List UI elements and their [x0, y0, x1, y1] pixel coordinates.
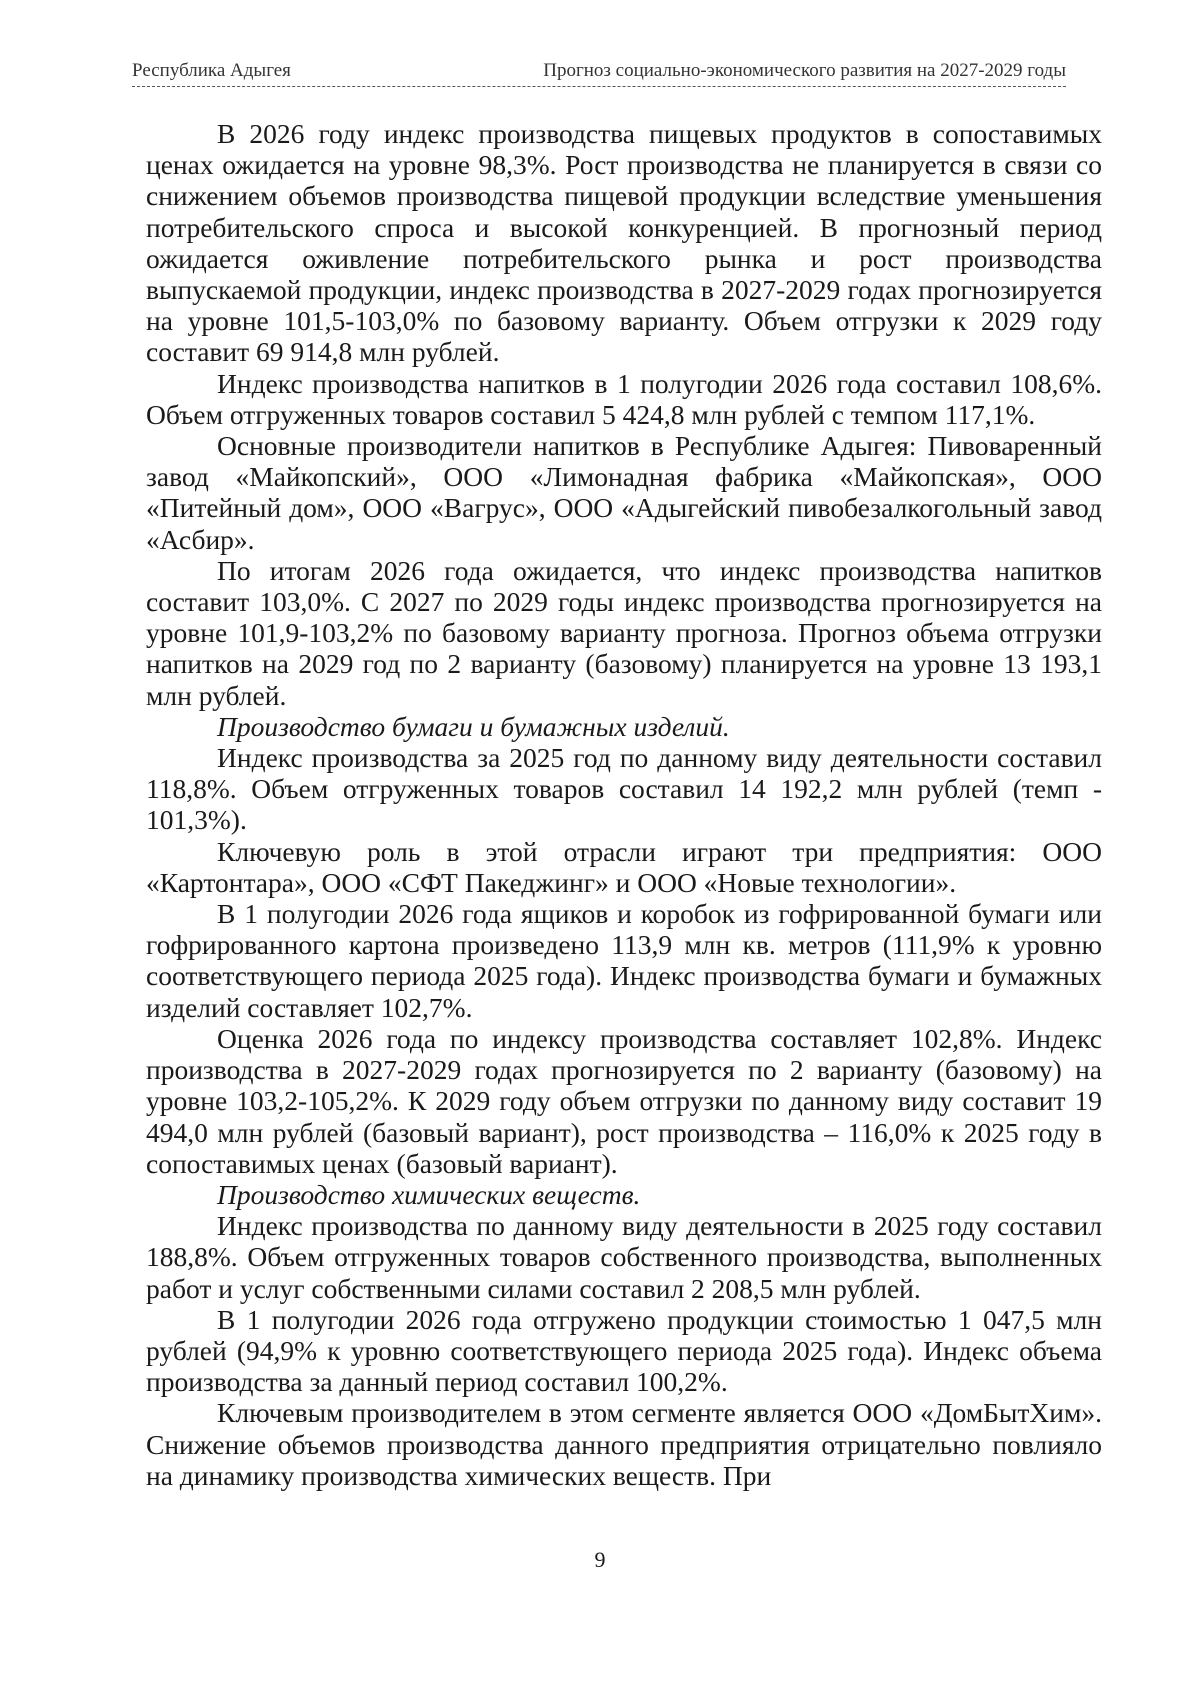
paragraph-paper-forecast: Оценка 2026 года по индексу производства составляет 102,8%. Индекс производства в 2027-2029 годах прогнозируется по 2 варианту (базовому) на уровне 103,2-105,2%. К 2029 году объем отгрузки по данному виду составит 19 494,0 млн рублей (базовый вариант), рост производства – 116,0% к 2025 году в сопоставимых ценах (базовый вариант).	[146, 1022, 1102, 1179]
paragraph-chemicals-index: Индекс производства по данному виду деятельности в 2025 году составил 188,8%. Объем отгруженных товаров собственного производства, выполненных работ и услуг собственными силами составил 2 208,5 млн рублей.	[146, 1210, 1102, 1304]
paragraph-paper-companies: Ключевую роль в этой отрасли играют три предприятия: ООО «Картонтара», ООО «СФТ Пакеджинг» и ООО «Новые технологии».	[146, 835, 1102, 898]
header-document-title: Прогноз социально-экономического развития на 2027-2029 годы	[543, 60, 1066, 81]
document-body	[146, 118, 1102, 1491]
paragraph-paper-index: Индекс производства за 2025 год по данному виду деятельности составил 118,8%. Объем отгруженных товаров составил 14 192,2 млн рублей (темп - 101,3%).	[146, 742, 1102, 836]
paragraph-paper-half-year: В 1 полугодии 2026 года ящиков и коробок из гофрированной бумаги или гофрированного картона произведено 113,9 млн кв. метров (111,9% к уровню соответствующего периода 2025 года). Индекс производства бумаги и бумажных изделий составляет 102,7%.	[146, 898, 1102, 1023]
header-region: Республика Адыгея	[132, 60, 291, 81]
paragraph-beverage-producers: Основные производители напитков в Республике Адыгея: Пивоваренный завод «Майкопский», ООО «Лимонадная фабрика «Майкопская», ООО «Питейный дом», ООО «Вагрус», ООО «Адыгейский пивобезалкогольный завод «Асбир».	[146, 430, 1102, 555]
page-header	[132, 60, 1066, 87]
paragraph-beverages-index: Индекс производства напитков в 1 полугодии 2026 года составил 108,6%. Объем отгруженных товаров составил 5 424,8 млн рублей с темпом 117,1%.	[146, 367, 1102, 430]
section-title-chemicals: Производство химических веществ.	[217, 1178, 641, 1210]
paragraph-food-production: В 2026 году индекс производства пищевых продуктов в сопоставимых ценах ожидается на уровне 98,3%. Рост производства не планируется в связи со снижением объемов производства пищевой продукции вследствие уменьшения потребительского спроса и высокой конкуренцией. В прогнозный период ожидается оживление потребительского рынка и рост производства выпускаемой продукции, индекс производства в 2027-2029 годах прогнозируется на уровне 101,5-103,0% по базовому варианту. Объем отгрузки к 2029 году составит 69 914,8 млн рублей.	[146, 118, 1102, 368]
page-number: 9	[594, 1547, 606, 1572]
paragraph-chemicals-producer: Ключевым производителем в этом сегменте является ООО «ДомБытХим». Снижение объемов производства данного предприятия отрицательно повлияло на динамику производства химических веществ. При	[146, 1397, 1102, 1491]
section-title-paper: Производство бумаги и бумажных изделий.	[217, 710, 730, 742]
paragraph-beverages-forecast: По итогам 2026 года ожидается, что индекс производства напитков составит 103,0%. С 2027 по 2029 годы индекс производства прогнозируется на уровне 101,9-103,2% по базовому варианту прогноза. Прогноз объема отгрузки напитков на 2029 год по 2 варианту (базовому) планируется на уровне 13 193,1 млн рублей.	[146, 554, 1102, 711]
paragraph-chemicals-half-year: В 1 полугодии 2026 года отгружено продукции стоимостью 1 047,5 млн рублей (94,9% к уровню соответствующего периода 2025 года). Индекс объема производства за данный период составил 100,2%.	[146, 1303, 1102, 1398]
